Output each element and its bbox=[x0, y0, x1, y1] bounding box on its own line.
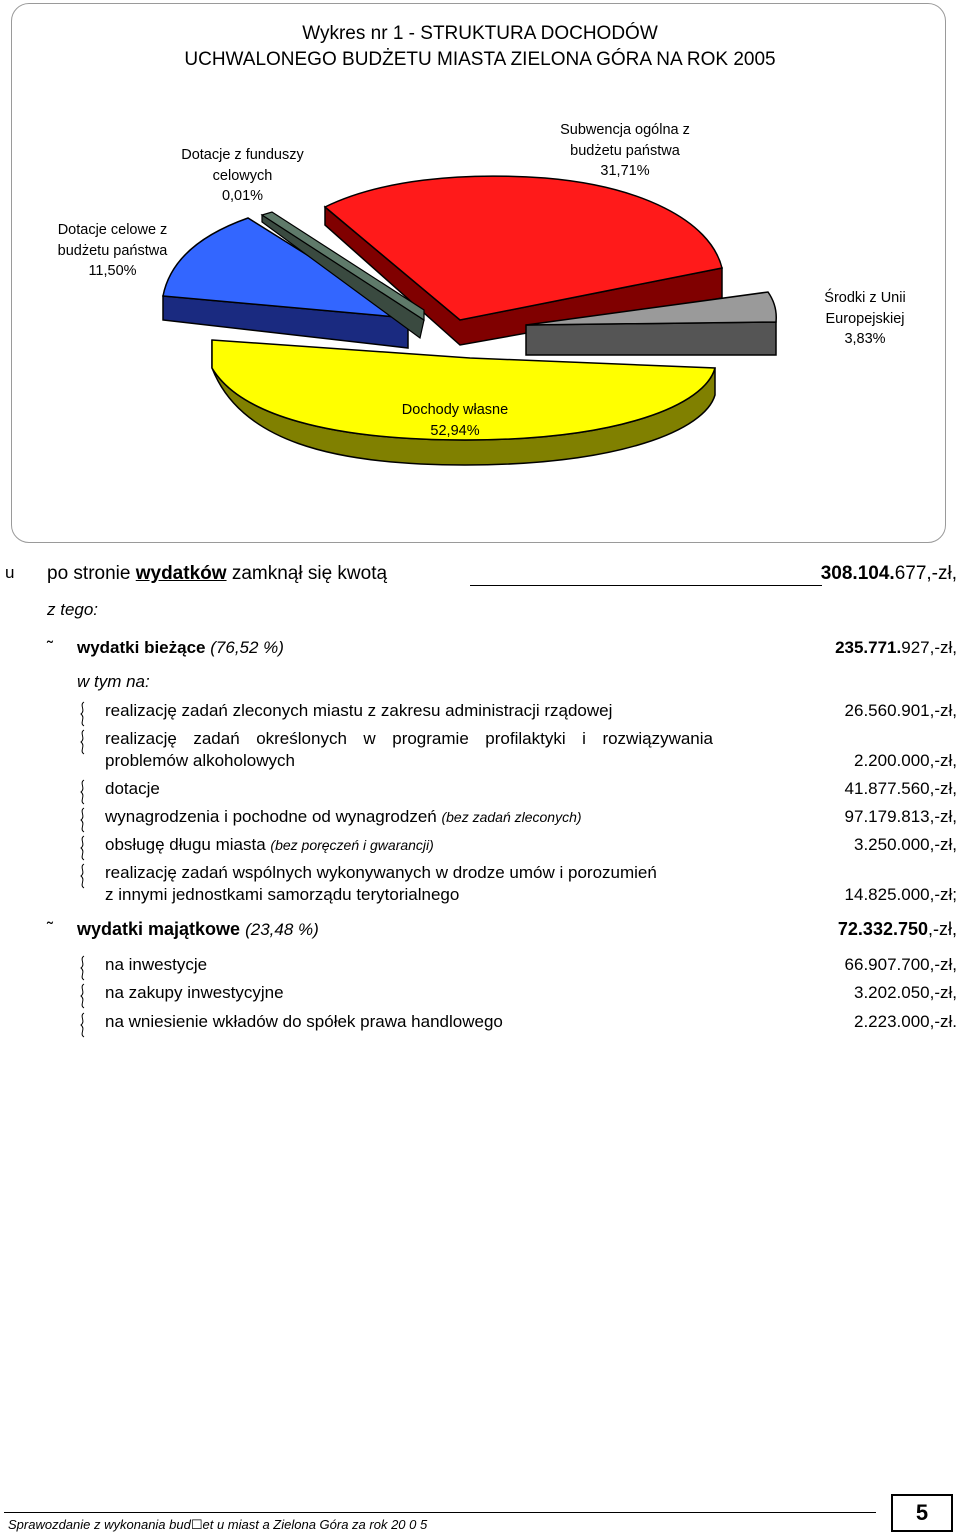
label-dotacje-celowe: Dotacje celowe z budżetu państwa 11,50% bbox=[57, 222, 168, 279]
tilde-bullet: ˜ bbox=[47, 638, 53, 658]
label-dotacje-funduszy: Dotacje z funduszy celowych 0,01% bbox=[181, 147, 304, 204]
w-tym-na-label: w tym na: bbox=[77, 672, 150, 691]
z-tego-label: z tego: bbox=[47, 600, 99, 619]
label-srodki-ue: Środki z Unii Europejskiej 3,83% bbox=[824, 290, 906, 347]
chart-title-line1: Wykres nr 1 - STRUKTURA DOCHODÓW bbox=[302, 23, 658, 44]
slice-srodki-ue-side bbox=[526, 322, 776, 355]
label-dochody-wlasne: Dochody własne 52,94% bbox=[401, 402, 509, 439]
chart-title-line2: UCHWALONEGO BUDŻETU MIASTA ZIELONA GÓRA NA ROK 2005 bbox=[184, 49, 776, 70]
footer-rule bbox=[4, 1512, 876, 1513]
label-subwencja: Subwencja ogólna z budżetu państwa 31,71% bbox=[560, 122, 690, 179]
wydatkow-bold: wydatków bbox=[135, 563, 227, 584]
total-amount: 308.104.677,-zł, bbox=[820, 563, 957, 584]
fill-line bbox=[470, 585, 822, 586]
bullet-u: u bbox=[5, 563, 15, 582]
footer-text: Sprawozdanie z wykonania bud☐et u miast a Zielona Góra za rok 20 0 5 bbox=[8, 1517, 428, 1532]
tilde-bullet: ˜ bbox=[47, 919, 53, 939]
page-number: 5 bbox=[891, 1494, 953, 1532]
